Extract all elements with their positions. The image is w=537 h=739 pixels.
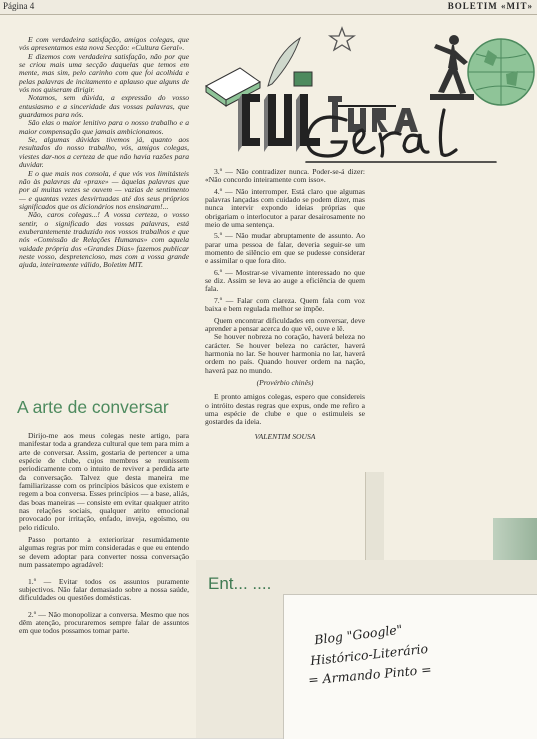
page-number: Página 4: [3, 1, 35, 11]
article-right-column: [205, 168, 365, 441]
author-signature: VALENTIM SOUSA: [254, 431, 316, 441]
article-paragraph: Dirijo-me aos meus colegas neste artigo, para manifestar toda a grandeza cultural que tem para mim a arte de conversar. Assim, gostaria de pertencer a uma espécie de clube, cujos membros se reunissem periodicamente com o intuito de reviver a perdida arte da conversação. Talvez que desta maneira me familiarizasse com os princípios básicos que existem e regem a boa conversa. Esses princípios — a base, aliás, das boas maneiras — consiste em evitar qualquer atrito nas relações sociais, qualquer atrito emocional provocado por irritação, enfado, inveja, egoísmo, ou pelo ridículo.: [19, 431, 189, 532]
intro-paragraph: E o que mais nos consola, é que vós vos limitásteis não às palavras da «praxe» — àquelas palavras que por aí muitas vezes se ouvem — vazias de sentimento — e quantas vezes desvirtuadas até dos seus próprios significados que os dicionários nos ensinaram!...: [19, 168, 189, 211]
article-left-column: [19, 432, 189, 636]
tape-strip: [365, 472, 384, 560]
intro-paragraph: Não, caros colegas...! A vossa certeza, o vosso sentir, o significado das vossas palavras, está exuberantemente traduzido nos vossos trabalhos e que nós «Comissão de Relações Humanas» com aquela vaidade própria dos «Grandes Dias» fazemos publicar neste vosso, despretencioso, mas com a vossa grande ajuda, inteiramente válido, Boletim MIT.: [19, 210, 189, 270]
quill-icon: [268, 38, 312, 86]
globe-icon: [468, 39, 534, 105]
article-rule: 4.º — Não interromper. Está claro que algumas palavras lançadas com cuidado se podem dizer, mas nunca intervir expondo ideias próprias que obrigariam o interlocutor a parar desairosamente no meio de uma sentença.: [205, 186, 365, 230]
green-strip: [493, 518, 537, 560]
intro-paragraph: Notamos, sem dúvida, a expressão do vosso entusiasmo e a sinceridade das vossas palavras, que guardamos para nós.: [19, 93, 189, 120]
article-rule: 3.º — Não contradizer nunca. Poder-se-á dizer: «Não concordo inteiramente com isso».: [205, 167, 365, 185]
article-paragraph: Passo portanto a exteriorizar resumidamente algumas regras por mim consideradas e que eu entendo se devem adoptar para converter nossa conversação num passatempo agradável:: [19, 535, 189, 570]
article-paragraph: E pronto amigos colegas, espero que considereis o intróito destas regras que expus, onde me refiro a uma espécie de clube e que o estimuleis se gostardes da ideia.: [205, 392, 365, 427]
note-card: [283, 594, 537, 739]
page-header: [0, 0, 537, 15]
masthead-art: [196, 14, 537, 164]
intro-column: [19, 36, 189, 270]
article-rule: 7.º — Falar com clareza. Quem fala com voz baixa e bem regulada melhor se impõe.: [205, 295, 365, 314]
intro-paragraph: E dizemos com verdadeira satisfação, não por que se criou mais uma secção daquelas que temos em mente, mas sim, pelo carinho com que foi acolhida e pelas palavras de incitamento e aplauso que alguns de vós nos quiseram dirigir.: [19, 51, 189, 95]
article-title: A arte de conversar: [17, 397, 169, 417]
article-paragraph: Quem encontrar dificuldades em conversar, deve aprender a pensar acerca do que vê, ouve e lê.: [205, 315, 365, 333]
intro-paragraph: E com verdadeira satisfação, amigos colegas, que vós apresentamos esta nova Secção: «Cultura Geral».: [19, 35, 189, 53]
proverb: Se houver nobreza no coração, haverá beleza no carácter. Se houver beleza no carácter, haverá harmonia no lar. Se houver harmonia no lar, haverá ordem no país. Quando houver ordem na nação, haverá paz no mundo.: [205, 332, 365, 375]
intro-paragraph: São elas o maior lenitivo para o nosso trabalho e a maior compensação que jamais ambicionamos.: [19, 118, 189, 136]
note-line-3: = Armando Pinto =: [307, 661, 433, 688]
bulletin-title: BOLETIM «MIT»: [447, 1, 533, 11]
proverb-source: (Provérbio chinês): [256, 377, 314, 387]
masthead: [196, 14, 537, 164]
next-article-fragment: Ent... ....: [208, 574, 272, 593]
star-icon: [330, 28, 354, 50]
masthead-word-cultura: [238, 94, 418, 152]
article-rule: 6.º — Mostrar-se vivamente interessado no que se diz. Assim se leva ao auge a eficiência de quem fala.: [205, 267, 365, 294]
article-rule: 1.º — Evitar todos os assuntos puramente subjectivos. Não falar demasiado sobre a nossa saúde, dificuldades ou questões domésticas.: [19, 576, 189, 603]
intro-paragraph: Se, algumas dúvidas tivemos já, quanto aos resultados do nosso trabalho, vós, amigos colegas, viestes dar-nos a certeza de que não havia razões para duvidar.: [19, 135, 189, 170]
note-line-1: Blog "Google": [313, 621, 404, 648]
athlete-icon: [430, 35, 474, 100]
article-rule: 2.º — Não monopolizar a conversa. Mesmo que nos dêm atenção, procuraremos sempre falar de assuntos em que todos possamos tomar parte.: [19, 609, 189, 636]
note-line-2: Histórico-Literário: [309, 640, 429, 669]
article-rule: 5.º — Não mudar abruptamente de assunto. Ao parar uma pessoa de falar, deveria seguir-se um momento de silêncio em que se pudesse considerar e assimilar o que fora dito.: [205, 231, 365, 266]
